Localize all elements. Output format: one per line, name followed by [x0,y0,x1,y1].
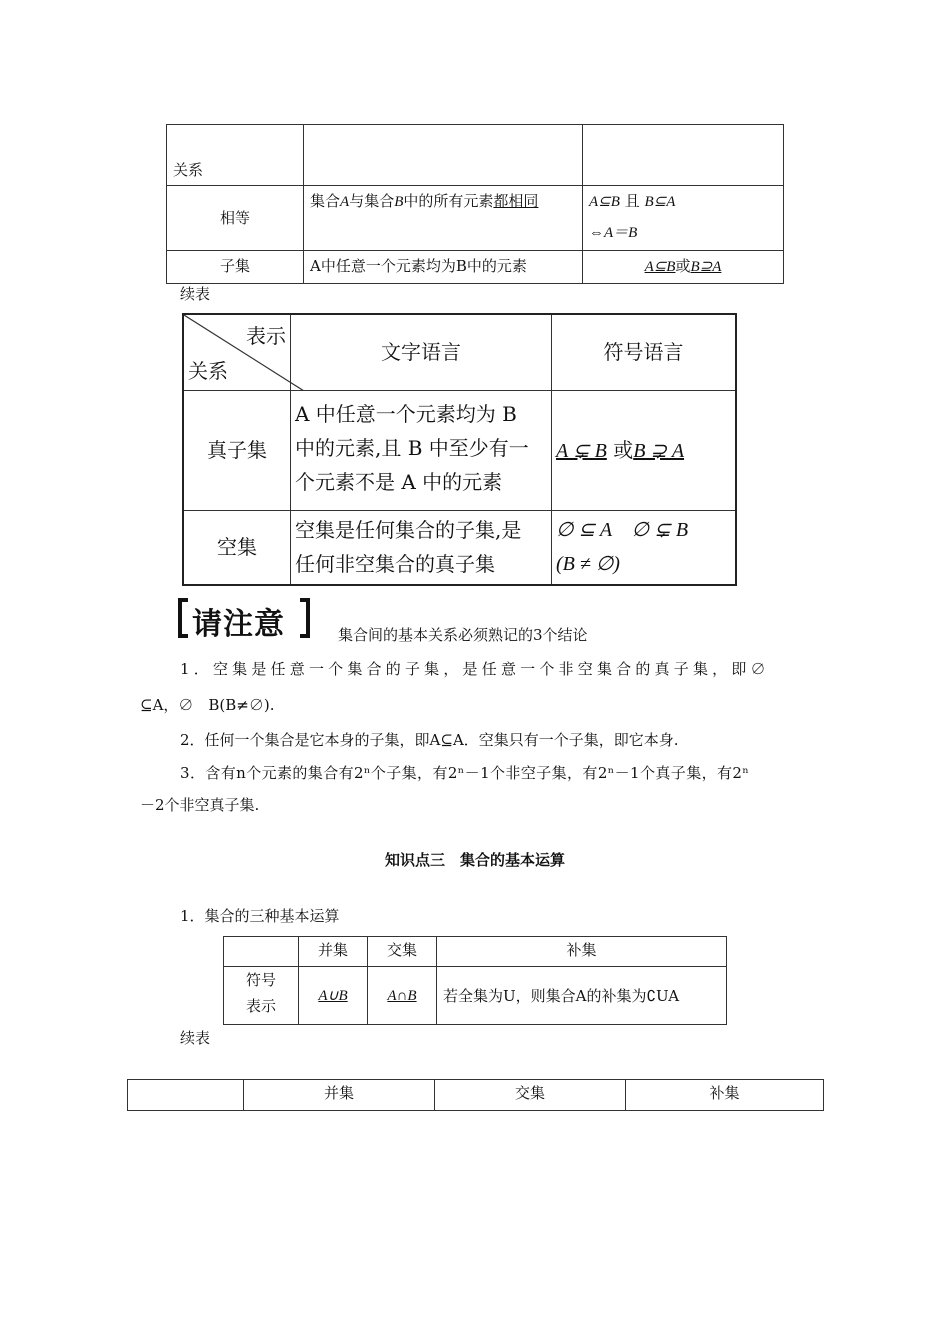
col-text-header [291,314,552,390]
row-empty-set-sym [552,510,737,585]
row-equal-sym [583,186,784,251]
relation-table-2 [182,313,737,586]
blank-answer: A⊆B [644,259,676,275]
header-union [244,1080,435,1111]
text: 中的所有元素 [403,192,494,210]
text: 任何非空集合的真子集 [295,551,495,576]
row-subset-desc [304,251,583,284]
row-proper-subset-label [183,390,291,510]
operations-table-continued [127,1079,824,1111]
row-empty-set-label [183,510,291,585]
text: 集合 [310,192,341,210]
row-proper-subset-sym [552,390,737,510]
header-relation-cell [167,125,304,186]
note-item-2: 2．任何一个集合是它本身的子集，即A⊆A．空集只有一个子集，即它本身. [180,731,679,749]
text: 交集 [514,1084,545,1102]
blank-answer: B ⊋ A [633,439,685,462]
header-empty [224,937,299,967]
text: 符号 [245,971,276,989]
text: (B ≠ ∅) [556,552,620,575]
header-complement [626,1080,824,1111]
blank-answer: A∩B [387,988,417,1004]
header-empty [128,1080,244,1111]
row-empty-set-desc [291,510,552,585]
corner-top-label: 表示 [246,324,286,348]
note-item-1-line-2: ⊆A，∅ B(B≠∅). [140,696,275,714]
complement-cell [437,967,727,1025]
text: 或 [613,437,634,462]
text: 个元素不是 A 中的元素 [295,469,503,494]
text: 若全集为U，则集合A的补集为∁UA [443,986,680,1005]
note-badge [178,598,310,642]
text: 交集 [386,941,417,959]
blank-answer: 都相同 [493,192,539,210]
blank-answer: A∪B [318,988,348,1004]
note-badge-text: 请注意 [192,607,285,642]
text: 表示 [245,997,276,1015]
note-heading: 集合间的基本关系必须熟记的3个结论 [338,626,588,644]
text: 与集合 [349,192,395,210]
text: 或 [675,257,691,275]
blank-answer: B⊇A [690,259,722,275]
text: ⇔A＝B [589,225,638,241]
text: 补集 [709,1084,740,1102]
corner-bottom-label: 关系 [188,358,228,383]
text: B [394,194,404,210]
text: A⊆B [589,194,620,210]
text: 文字语言 [381,340,461,365]
note-item-1-line-1: 1．空集是任意一个集合的子集，是任意一个非空集合的真子集，即∅ [180,660,770,678]
text: 且 [624,192,640,210]
text: 空集 [217,535,257,560]
row-proper-subset-desc [291,390,552,510]
note-item-3-line-1: 3．含有n个元素的集合有2ⁿ个子集，有2ⁿ－1个非空子集，有2ⁿ－1个真子集，有2ⁿ [180,764,750,782]
row-subset-sym [583,251,784,284]
text: 真子集 [207,438,267,462]
continued-label-2: 续表 [180,1029,211,1047]
row-equal-label [167,186,304,251]
section-title: 知识点三 集合的基本运算 [384,851,565,869]
col-symbol-header [552,314,737,390]
text: A [340,194,350,210]
header-intersection [435,1080,626,1111]
row-symbol-label [224,967,299,1025]
header-empty-cell [304,125,583,186]
relation-table-1 [166,124,784,284]
text: ∅ ⊆ A ∅ ⊊ B [556,518,689,541]
header-intersection [368,937,437,967]
blank-answer: A ⊊ B [556,439,607,462]
text: 补集 [566,941,597,959]
text: 中的元素,且 B 中至少有一 [295,435,529,460]
header-complement [437,937,727,967]
union-cell [299,967,368,1025]
intersection-cell [368,967,437,1025]
corner-cell [183,314,291,390]
operations-table [223,936,727,1025]
header-relation-label: 关系 [173,161,204,179]
note-item-3-line-2: －2个非空真子集. [140,796,260,814]
row-equal-text: 相等 [219,209,250,227]
subheading: 1．集合的三种基本运算 [180,907,340,925]
text: 符号语言 [603,340,684,365]
text: A中任意一个元素均为B中的元素 [310,257,527,275]
header-union [299,937,368,967]
text: B⊆A [644,194,676,210]
continued-label: 续表 [180,285,211,303]
text: 并集 [323,1084,354,1102]
text: 空集是任何集合的子集,是 [295,517,522,542]
header-empty-cell [583,125,784,186]
row-subset-label [167,251,304,284]
row-subset-text: 子集 [219,257,250,275]
text: 并集 [317,941,348,959]
row-equal-desc [304,186,583,251]
text: A 中任意一个元素均为 B [295,401,517,426]
